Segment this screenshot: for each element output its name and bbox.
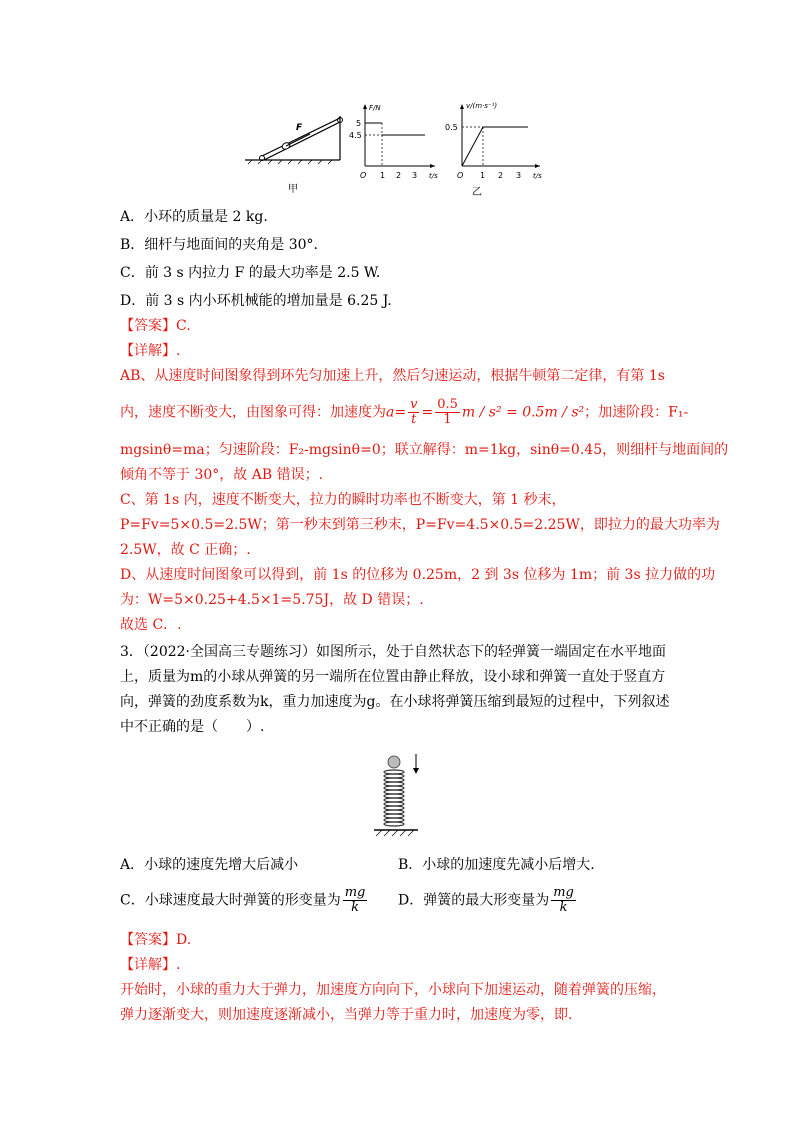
q3-option-c — [120, 886, 369, 915]
q3-stem-line: 中不正确的是（ ）. — [120, 719, 265, 735]
q2-expl-line: 为：W=5×0.25+4.5×1=5.75J，故 D 错误；. — [120, 592, 424, 608]
y-tick-0.5: 0.5 — [445, 123, 458, 132]
figure-incline-and-graphs — [240, 98, 570, 208]
q2-expl-line: D、从速度时间图象可以得到，前 1s 的位移为 0.25m，2 到 3s 位移为 1m；前 3s 拉力做的功 — [120, 567, 716, 583]
y-tick-5: 5 — [356, 119, 362, 128]
q2-expl-line: mgsinθ=ma；匀速阶段：F₂-mgsinθ=0；联立解得：m=1kg，sinθ=0.45，则细杆与地面间的 — [120, 442, 729, 458]
q2-option-d: D．前 3 s 内小环机械能的增加量是 6.25 J. — [120, 293, 392, 309]
fraction-v-over-t — [408, 398, 419, 427]
x-tick-1: 1 — [380, 171, 386, 180]
x-tick-3: 3 — [516, 171, 522, 180]
q2-option-a: A．小环的质量是 2 kg. — [120, 209, 268, 225]
q3-expl-line: 开始时，小球的重力大于弹力，加速度方向向下，小球向下加速运动，随着弹簧的压缩， — [120, 982, 666, 998]
q2-expl-text: 内，速度不断变大，由图象可得：加速度为 — [120, 404, 386, 421]
origin-label: O — [457, 171, 464, 180]
frac-num: mg — [553, 885, 574, 900]
formula-eq: = — [394, 404, 407, 421]
q2-expl-text: ；加速阶段：F₁- — [584, 404, 689, 421]
frac-den: k — [559, 900, 568, 915]
ball — [388, 756, 400, 768]
q3-stem-line: 上，质量为m的小球从弹簧的另一端所在位置由静止释放，设小球和弹簧一直处于竖直方 — [120, 669, 666, 685]
option-text: D．弹簧的最大形变量为 — [398, 892, 550, 909]
q2-option-b: B．细杆与地面间的夹角是 30°. — [120, 237, 319, 253]
q2-expl-line: P=Fv=5×0.5=2.5W；第一秒末到第三秒末，P=Fv=4.5×0.5=2.25W，即拉力的最大功率为 — [120, 517, 720, 533]
y-tick-4.5: 4.5 — [349, 131, 362, 140]
q2-expl-line-formula: 内，速度不断变大，由图象可得：加速度为a= $\frac{v}{t}$ = $\frac{0.5}{1}$ m / s² = 0.5m / s²；加速阶段：F₁- — [120, 397, 689, 427]
frac-den: t — [411, 412, 417, 427]
q2-expl-line: 倾角不等于 30°，故 AB 错误；. — [120, 467, 324, 483]
spring — [384, 770, 404, 826]
x-tick-3: 3 — [412, 171, 418, 180]
q2-expl-line: AB、从速度时间图象得到环先匀加速上升，然后匀速运动，根据牛顿第二定律，有第 1s — [120, 368, 665, 384]
x-tick-2: 2 — [396, 171, 402, 180]
q3-answer: 【答案】D. — [120, 932, 192, 948]
q3-stem-line: 向，弹簧的劲度系数为k，重力加速度为g。在小球将弹簧压缩到最短的过程中，下列叙述 — [120, 694, 670, 710]
option-text: C．小球速度最大时弹簧的形变量为 — [120, 892, 341, 909]
q3-option-a: A．小球的速度先增大后减小 — [120, 857, 299, 873]
x-tick-1: 1 — [480, 171, 486, 180]
label-jia: 甲 — [288, 184, 298, 195]
fraction-mg-over-k — [551, 886, 576, 915]
frac-num: v — [410, 397, 418, 412]
y-axis-label: v/(m·s⁻¹) — [466, 102, 498, 110]
x-axis-label: t/s — [533, 172, 542, 180]
q3-expl-line: 弹力逐渐变大，则加速度逐渐减小，当弹力等于重力时，加速度为零，即. — [120, 1007, 573, 1023]
formula-tail: m / s² = 0.5m / s² — [461, 404, 585, 421]
force-label: F — [296, 123, 303, 133]
frac-den: 1 — [443, 412, 452, 427]
chart-force-time — [349, 104, 438, 180]
q2-expl-line: 故选 C．. — [120, 617, 182, 633]
chart-velocity-time — [445, 102, 542, 198]
x-tick-2: 2 — [498, 171, 504, 180]
frac-num: mg — [344, 885, 366, 900]
q2-expl-line: C、第 1s 内，速度不断变大，拉力的瞬时功率也不断变大，第 1 秒末， — [120, 492, 566, 508]
series-line-accel — [462, 127, 483, 166]
frac-den: k — [351, 900, 359, 915]
q3-detail-label: 【详解】. — [120, 957, 181, 973]
x-axis-label: t/s — [429, 172, 438, 180]
figure-spring-ball — [370, 750, 430, 840]
formula-a: a — [386, 404, 395, 421]
q2-answer: 【答案】C. — [120, 318, 191, 334]
frac-num: 0.5 — [437, 397, 458, 412]
q3-option-b: B．小球的加速度先减小后增大. — [398, 857, 595, 873]
q3-option-d — [398, 886, 578, 915]
fraction-0.5-over-1 — [435, 398, 460, 427]
q2-detail-label: 【详解】. — [120, 343, 181, 359]
label-yi: 乙 — [472, 187, 482, 198]
origin-label: O — [360, 171, 367, 180]
q2-expl-line: 2.5W，故 C 正确；. — [120, 542, 251, 558]
y-axis-label: F/N — [369, 104, 381, 112]
fraction-mg-over-k — [343, 886, 368, 915]
q3-stem-line: 3．（2022·全国高三专题练习）如图所示，处于自然状态下的轻弹簧一端固定在水平地面 — [120, 644, 666, 660]
q2-option-c: C．前 3 s 内拉力 F 的最大功率是 2.5 W. — [120, 265, 381, 281]
